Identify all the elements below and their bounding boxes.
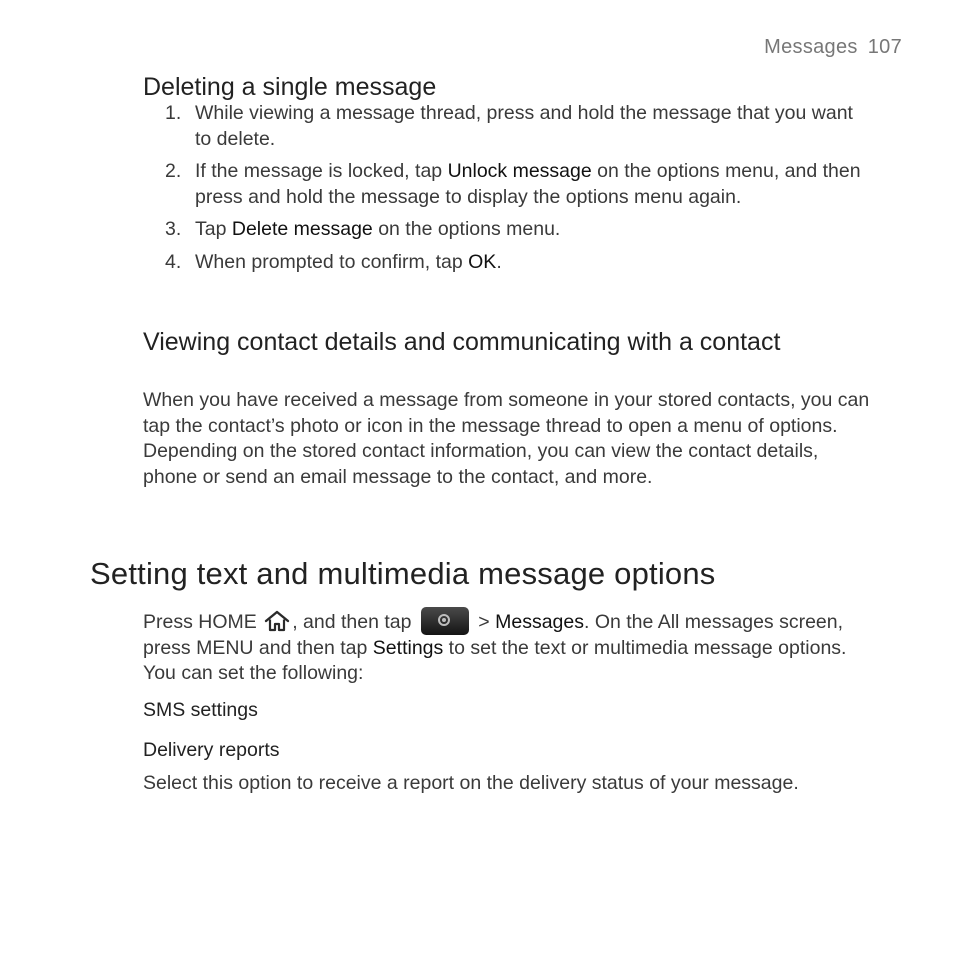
step-text: on the options menu.: [372, 218, 561, 240]
step-2: [143, 159, 863, 210]
step-4: [143, 250, 863, 276]
intro-text: . On the All messages screen, press MENU and then tap: [143, 611, 844, 659]
home-icon: [264, 610, 290, 632]
deleting-steps-list: [143, 101, 863, 282]
intro-text: >: [472, 611, 496, 633]
page-number: 107: [867, 36, 902, 58]
all-apps-icon: [421, 607, 469, 635]
intro-text: to set the text or multimedia message options. You can set the following:: [143, 636, 847, 684]
step-text: If the message is locked, tap: [195, 160, 448, 182]
step-1: [143, 101, 863, 152]
step-number: 2.: [165, 160, 182, 182]
section-name: Messages: [764, 36, 858, 58]
ui-term-settings: Settings: [372, 636, 444, 659]
step-number: 1.: [165, 102, 182, 124]
intro-text: , and then tap: [292, 611, 417, 633]
sms-settings-label: SMS settings: [143, 699, 258, 721]
ui-term-delete-message: Delete message: [231, 218, 373, 240]
step-text: on the options menu, and then press and hold the message to display the options menu again.: [195, 160, 861, 208]
step-text: When prompted to confirm, tap: [195, 250, 469, 273]
heading-deleting-message: Deleting a single message: [143, 73, 437, 101]
intro-text: Press HOME: [143, 611, 263, 633]
viewing-contact-body: When you have received a message from someone in your stored contacts, you can tap the contact’s photo or icon in the message thread to open a menu of options. Depending on the stored contact information, you can view the contact details, phone or send an email message to the contact, and more.: [143, 389, 870, 488]
delivery-reports-label: Delivery reports: [143, 739, 280, 761]
step-text: .: [496, 250, 502, 273]
delivery-reports-description: Select this option to receive a report on the delivery status of your message.: [143, 772, 799, 794]
options-intro: [143, 607, 873, 687]
step-text: Tap: [195, 218, 232, 240]
running-header: [764, 36, 902, 59]
ui-term-messages: Messages: [495, 611, 584, 633]
heading-viewing-contact: Viewing contact details and communicating with a contact: [143, 328, 781, 356]
step-3: [143, 217, 863, 243]
ui-term-unlock-message: Unlock message: [447, 160, 592, 182]
step-text: While viewing a message thread, press and hold the message that you want to delete.: [195, 102, 853, 150]
step-number: 4.: [165, 250, 182, 273]
heading-message-options: Setting text and multimedia message options: [90, 556, 716, 591]
step-number: 3.: [165, 218, 182, 240]
ui-term-ok: OK: [468, 250, 497, 273]
